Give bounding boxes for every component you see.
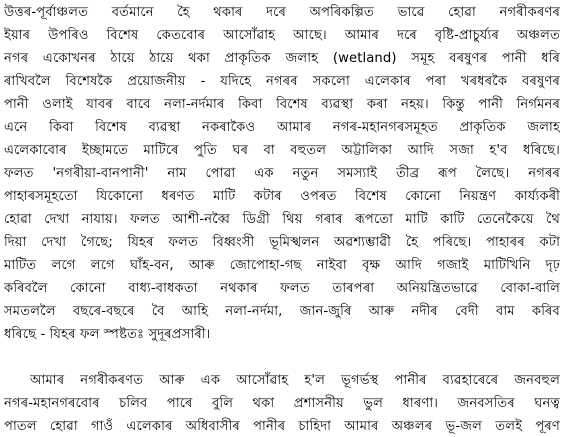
text-line: পাতল হোৱা গাওঁ এলেকাৰ অধিবাসীৰ পানীৰ চাহিদা আমাৰ অঞ্চলৰ ভূ-জল তলই পূৰণ (4, 419, 560, 434)
text-line: দিয়া দেখা গৈছে; যিহৰ ফলত বিধ্বংসী ভূমিস্খলন অৱশ্যম্ভাৱী হৈ পৰিছে। পাহাৰৰ কটা (4, 235, 560, 250)
text-line: এলেকাবোৰ ইচ্ছামতে মাটিৰে পুতি ঘৰ বা বহুতল অট্টালিকা আদি সজা হ'ব ধৰিছে। (4, 143, 560, 158)
text-line: ৰাখিবলৈ বিশেষকৈ প্ৰয়োজনীয় - যদিহে নগৰৰ সকলো এলেকাৰ পৰা খৰধৰকৈ বৰষুণৰ (4, 74, 560, 89)
text-line: উত্তৰ-পূৰ্বাঞ্চলত বৰ্তমানে হৈ থকাৰ দৰে অপৰিকল্পিত ভাৱে হোৱা নগৰীকৰণৰ (4, 5, 560, 20)
text-line: হোৱা দেখা নাযায়। ফলত আশী-নব্বৈ ডিগ্ৰী থিয় গৰাৰ ৰূপতো মাটি কাটি তেনেকৈয়ে থৈ (4, 212, 560, 227)
text-line: আমাৰ নগৰীকৰণত আৰু এক আসোঁৱাহ হ'ল ভূগৰ্ভস্থ পানীৰ ব্যৱহাৰেৰে জনবহুল (30, 373, 560, 388)
text-line: কৰিবলৈ কোনো বাধ্য-বাধকতা নথকাৰ ফলত তাৰপৰা অনিয়ন্ত্ৰিতভাৱে বোকা-বালি (4, 281, 560, 296)
text-line: ধৰিছে - যিহৰ ফল স্পষ্টতঃ সুদূৰপ্ৰসাৰী। (4, 327, 211, 342)
text-line: পাহাৰসমূহতো যিকোনো ধৰণত মাটি কটাৰ ওপৰত বিশেষ কোনো নিয়ন্ত্ৰণ কাৰ্য্যকৰী (4, 189, 560, 204)
text-line: সমতললৈ বছৰে-বছৰে বৈ আহি নলা-নৰ্দমা, জান-জুৰি আৰু নদীৰ বেদী বাম কৰিব (4, 304, 560, 319)
text-line: পানী ওলাই যাবৰ বাবে নলা-নৰ্দমাৰ কিবা বিশেষ ব্যৱস্থা কৰা নহয়। কিন্তু পানী নিৰ্গমনৰ (4, 97, 560, 112)
text-line: মাটিত লগে লগে ঘাঁহ-বন, আৰু জোপোহা-গছ নাইবা বৃক্ষ আদি গজাই মাটিখিনি দৃঢ় (4, 258, 560, 273)
text-line: ইয়াৰ উপৰিও বিশেষ কেতবোৰ আসোঁৱাহ আছে। আমাৰ দৰে বৃষ্টি-প্ৰাচুৰ্য্যৰ অঞ্চলত (4, 28, 560, 43)
text-line: নগৰ একোখনৰ ঠায়ে ঠায়ে থকা প্ৰাকৃতিক জলাহ (wetland) সমূহ বৰষুণৰ পানী ধৰি (4, 51, 560, 66)
text-line: এনে কিবা বিশেষ ব্যৱস্থা নকৰাকৈও আমাৰ নগৰ-মহানগৰসমূহত প্ৰাকৃতিক জলাহ (4, 120, 560, 135)
text-line: নগৰ-মহানগৰবোৰ চলিব পাৰে বুলি থকা প্ৰশাসনীয় ভুল ধাৰণা। জনবসতিৰ ঘনত্ব (4, 396, 560, 411)
text-line: ফলত 'নগৰীয়া-বানপানী' নাম পোৱা এক নতুন সমস্যাই তীব্ৰ ৰূপ লৈছে। নগৰৰ (4, 166, 560, 181)
